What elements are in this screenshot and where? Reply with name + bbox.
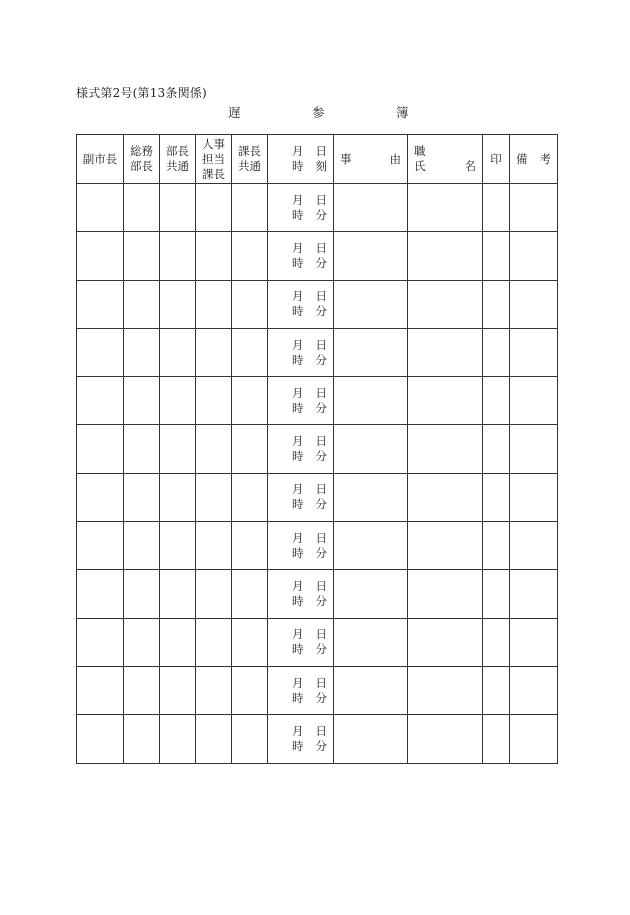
cell-seal[interactable] (483, 377, 510, 425)
hour-label: 時 (292, 449, 304, 464)
table-row (77, 232, 558, 280)
month-label: 月 (292, 434, 304, 449)
tardiness-ledger-table (76, 134, 558, 764)
cell-seal[interactable] (483, 473, 510, 521)
minute-label: 分 (315, 207, 327, 222)
cell-general-affairs-director[interactable] (124, 715, 160, 763)
cell-personnel-section-chief[interactable] (196, 570, 232, 618)
cell-section-chief[interactable] (232, 666, 268, 714)
cell-date-time (268, 184, 334, 232)
cell-general-affairs-director[interactable] (124, 280, 160, 328)
table-row (77, 473, 558, 521)
month-label: 月 (292, 192, 304, 207)
cell-personnel-section-chief[interactable] (196, 425, 232, 473)
cell-position-name[interactable] (408, 184, 483, 232)
cell-seal[interactable] (483, 715, 510, 763)
header-date-time: 月 日 時 刻 (268, 135, 334, 184)
cell-date-time (268, 232, 334, 280)
cell-general-affairs-director[interactable] (124, 232, 160, 280)
cell-remarks[interactable] (510, 715, 558, 763)
table-row (77, 666, 558, 714)
cell-seal[interactable] (483, 425, 510, 473)
cell-position-name[interactable] (408, 618, 483, 666)
cell-deputy-mayor[interactable] (77, 232, 124, 280)
cell-general-affairs-director[interactable] (124, 666, 160, 714)
hour-label: 時 (292, 400, 304, 415)
cell-position-name[interactable] (408, 280, 483, 328)
cell-department-director[interactable] (160, 232, 196, 280)
month-label: 月 (292, 385, 304, 400)
hour-label: 時 (292, 497, 304, 512)
cell-department-director[interactable] (160, 425, 196, 473)
hour-label: 時 (292, 738, 304, 753)
cell-section-chief[interactable] (232, 473, 268, 521)
header-department-director: 部長 共通 (160, 135, 196, 184)
cell-remarks[interactable] (510, 618, 558, 666)
hour-label: 時 (292, 690, 304, 705)
cell-department-director[interactable] (160, 328, 196, 376)
cell-deputy-mayor[interactable] (77, 666, 124, 714)
day-label: 日 (315, 530, 327, 545)
minute-label: 分 (315, 400, 327, 415)
cell-personnel-section-chief[interactable] (196, 618, 232, 666)
minute-label: 分 (315, 594, 327, 609)
cell-department-director[interactable] (160, 377, 196, 425)
cell-general-affairs-director[interactable] (124, 328, 160, 376)
cell-reason[interactable] (334, 328, 408, 376)
day-label: 日 (315, 240, 327, 255)
cell-personnel-section-chief[interactable] (196, 377, 232, 425)
cell-reason[interactable] (334, 618, 408, 666)
table-row (77, 570, 558, 618)
month-label: 月 (292, 627, 304, 642)
cell-section-chief[interactable] (232, 377, 268, 425)
hour-label: 時 (292, 304, 304, 319)
cell-date-time (268, 425, 334, 473)
header-reason: 事 由 (334, 135, 408, 184)
cell-date-time (268, 570, 334, 618)
cell-remarks[interactable] (510, 473, 558, 521)
cell-section-chief[interactable] (232, 232, 268, 280)
header-personnel-section-chief: 人事 担当 課長 (196, 135, 232, 184)
header-remarks: 備 考 (510, 135, 558, 184)
cell-date-time (268, 473, 334, 521)
cell-reason[interactable] (334, 184, 408, 232)
cell-section-chief[interactable] (232, 570, 268, 618)
table-row (77, 377, 558, 425)
table-row (77, 715, 558, 763)
month-label: 月 (292, 482, 304, 497)
cell-date-time (268, 377, 334, 425)
cell-reason[interactable] (334, 232, 408, 280)
cell-date-time (268, 618, 334, 666)
day-label: 日 (315, 289, 327, 304)
cell-position-name[interactable] (408, 522, 483, 570)
cell-date-time (268, 328, 334, 376)
cell-section-chief[interactable] (232, 425, 268, 473)
cell-reason[interactable] (334, 715, 408, 763)
title-char-3: 簿 (396, 105, 409, 120)
table-row (77, 184, 558, 232)
hour-label: 時 (292, 207, 304, 222)
minute-label: 分 (315, 304, 327, 319)
cell-deputy-mayor[interactable] (77, 715, 124, 763)
day-label: 日 (315, 482, 327, 497)
table-row (77, 328, 558, 376)
day-label: 日 (315, 434, 327, 449)
header-position-name: 職 氏 名 (408, 135, 483, 184)
cell-position-name[interactable] (408, 232, 483, 280)
cell-personnel-section-chief[interactable] (196, 666, 232, 714)
day-label: 日 (315, 385, 327, 400)
cell-section-chief[interactable] (232, 618, 268, 666)
cell-seal[interactable] (483, 522, 510, 570)
cell-reason[interactable] (334, 473, 408, 521)
cell-department-director[interactable] (160, 522, 196, 570)
cell-position-name[interactable] (408, 666, 483, 714)
hour-label: 時 (292, 352, 304, 367)
cell-remarks[interactable] (510, 328, 558, 376)
cell-remarks[interactable] (510, 280, 558, 328)
title-char-2: 参 (312, 105, 325, 120)
cell-position-name[interactable] (408, 570, 483, 618)
cell-seal[interactable] (483, 184, 510, 232)
cell-reason[interactable] (334, 570, 408, 618)
cell-seal[interactable] (483, 618, 510, 666)
cell-date-time (268, 715, 334, 763)
header-section-chief: 課長 共通 (232, 135, 268, 184)
table-row (77, 618, 558, 666)
minute-label: 分 (315, 545, 327, 560)
cell-position-name[interactable] (408, 425, 483, 473)
minute-label: 分 (315, 738, 327, 753)
cell-position-name[interactable] (408, 328, 483, 376)
cell-section-chief[interactable] (232, 715, 268, 763)
cell-position-name[interactable] (408, 377, 483, 425)
header-deputy-mayor: 副市長 (77, 135, 124, 184)
cell-section-chief[interactable] (232, 280, 268, 328)
cell-date-time (268, 666, 334, 714)
cell-department-director[interactable] (160, 715, 196, 763)
hour-label: 時 (292, 255, 304, 270)
table-row (77, 522, 558, 570)
month-label: 月 (292, 530, 304, 545)
cell-remarks[interactable] (510, 425, 558, 473)
hour-label: 時 (292, 594, 304, 609)
cell-personnel-section-chief[interactable] (196, 328, 232, 376)
cell-date-time (268, 522, 334, 570)
day-label: 日 (315, 192, 327, 207)
cell-deputy-mayor[interactable] (77, 473, 124, 521)
header-row (77, 135, 558, 184)
table-row (77, 280, 558, 328)
cell-personnel-section-chief[interactable] (196, 715, 232, 763)
cell-remarks[interactable] (510, 666, 558, 714)
cell-general-affairs-director[interactable] (124, 473, 160, 521)
cell-general-affairs-director[interactable] (124, 184, 160, 232)
month-label: 月 (292, 337, 304, 352)
month-label: 月 (292, 723, 304, 738)
cell-remarks[interactable] (510, 570, 558, 618)
day-label: 日 (315, 579, 327, 594)
cell-department-director[interactable] (160, 473, 196, 521)
cell-deputy-mayor[interactable] (77, 280, 124, 328)
form-reference: 様式第2号(第13条関係) (76, 86, 207, 100)
minute-label: 分 (315, 690, 327, 705)
cell-seal[interactable] (483, 232, 510, 280)
cell-general-affairs-director[interactable] (124, 425, 160, 473)
cell-deputy-mayor[interactable] (77, 184, 124, 232)
hour-label: 時 (292, 642, 304, 657)
cell-position-name[interactable] (408, 473, 483, 521)
minute-label: 分 (315, 352, 327, 367)
cell-section-chief[interactable] (232, 522, 268, 570)
cell-department-director[interactable] (160, 184, 196, 232)
table-row (77, 425, 558, 473)
cell-deputy-mayor[interactable] (77, 618, 124, 666)
cell-seal[interactable] (483, 570, 510, 618)
day-label: 日 (315, 723, 327, 738)
cell-general-affairs-director[interactable] (124, 377, 160, 425)
cell-section-chief[interactable] (232, 328, 268, 376)
cell-seal[interactable] (483, 328, 510, 376)
cell-reason[interactable] (334, 280, 408, 328)
cell-reason[interactable] (334, 425, 408, 473)
minute-label: 分 (315, 497, 327, 512)
month-label: 月 (292, 240, 304, 255)
cell-department-director[interactable] (160, 570, 196, 618)
cell-date-time (268, 280, 334, 328)
cell-personnel-section-chief[interactable] (196, 184, 232, 232)
cell-general-affairs-director[interactable] (124, 618, 160, 666)
cell-remarks[interactable] (510, 184, 558, 232)
minute-label: 分 (315, 642, 327, 657)
cell-reason[interactable] (334, 377, 408, 425)
cell-section-chief[interactable] (232, 184, 268, 232)
minute-label: 分 (315, 255, 327, 270)
cell-reason[interactable] (334, 666, 408, 714)
cell-personnel-section-chief[interactable] (196, 280, 232, 328)
cell-deputy-mayor[interactable] (77, 377, 124, 425)
cell-deputy-mayor[interactable] (77, 328, 124, 376)
cell-seal[interactable] (483, 666, 510, 714)
day-label: 日 (315, 627, 327, 642)
minute-label: 分 (315, 449, 327, 464)
month-label: 月 (292, 579, 304, 594)
cell-deputy-mayor[interactable] (77, 522, 124, 570)
cell-department-director[interactable] (160, 280, 196, 328)
cell-seal[interactable] (483, 280, 510, 328)
day-label: 日 (315, 337, 327, 352)
month-label: 月 (292, 675, 304, 690)
cell-remarks[interactable] (510, 232, 558, 280)
header-general-affairs-director: 総務 部長 (124, 135, 160, 184)
title-char-1: 遅 (228, 105, 241, 120)
hour-label: 時 (292, 545, 304, 560)
cell-remarks[interactable] (510, 522, 558, 570)
cell-remarks[interactable] (510, 377, 558, 425)
cell-personnel-section-chief[interactable] (196, 232, 232, 280)
ledger-body (77, 184, 558, 764)
cell-reason[interactable] (334, 522, 408, 570)
cell-deputy-mayor[interactable] (77, 570, 124, 618)
month-label: 月 (292, 289, 304, 304)
cell-personnel-section-chief[interactable] (196, 473, 232, 521)
cell-general-affairs-director[interactable] (124, 522, 160, 570)
cell-personnel-section-chief[interactable] (196, 522, 232, 570)
cell-deputy-mayor[interactable] (77, 425, 124, 473)
cell-department-director[interactable] (160, 666, 196, 714)
cell-position-name[interactable] (408, 715, 483, 763)
cell-department-director[interactable] (160, 618, 196, 666)
cell-general-affairs-director[interactable] (124, 570, 160, 618)
header-seal: 印 (483, 135, 510, 184)
day-label: 日 (315, 675, 327, 690)
